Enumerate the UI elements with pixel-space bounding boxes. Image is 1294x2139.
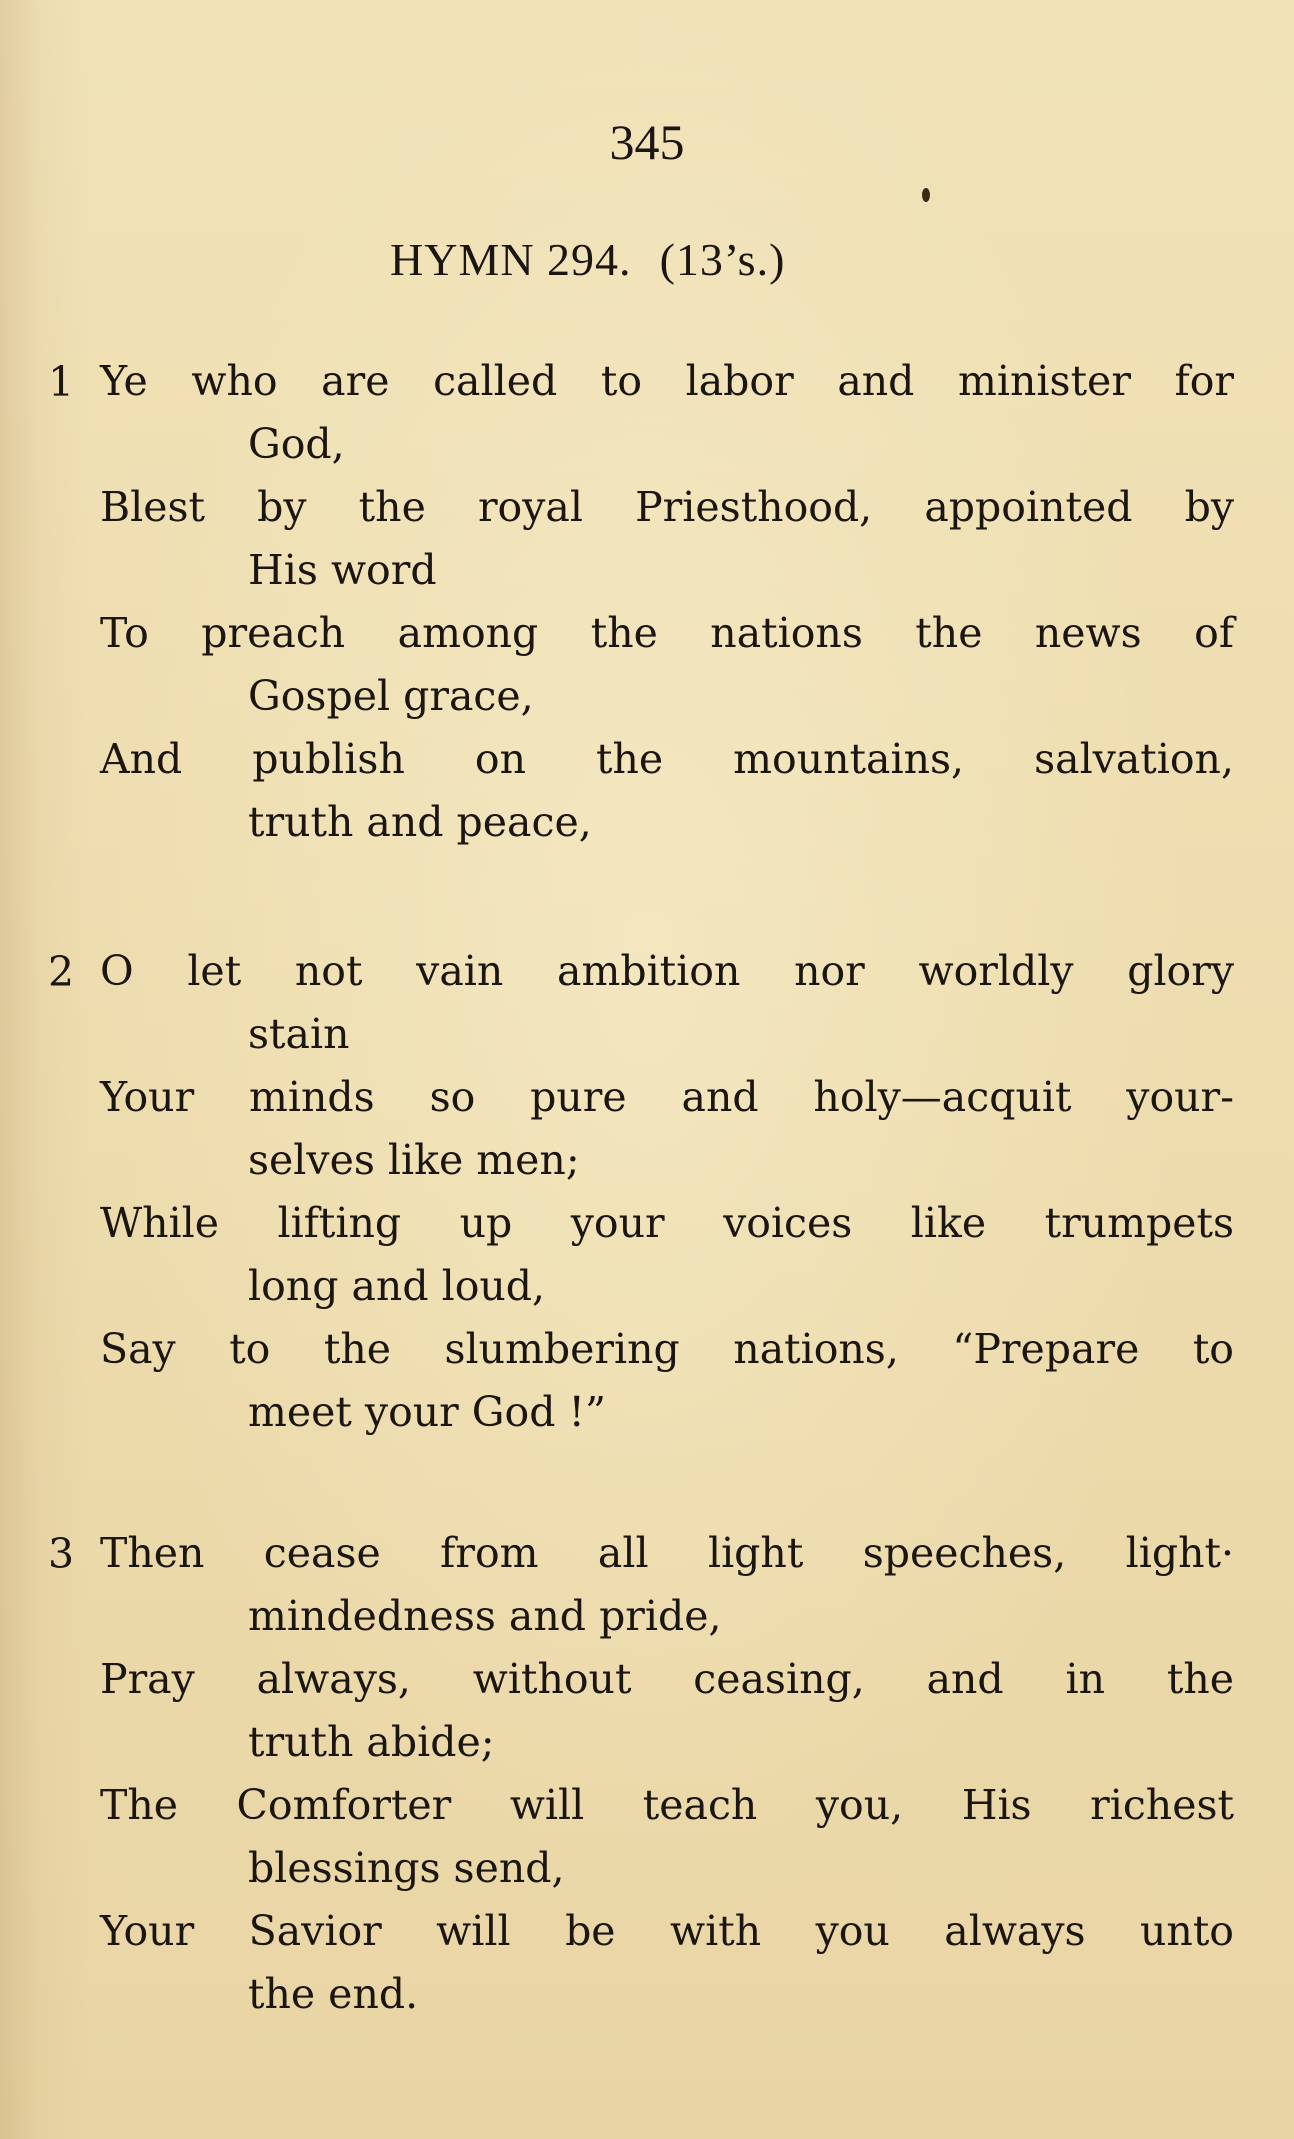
stanza <box>0 940 1294 1444</box>
verse-line-text: Your minds so pure and holy—acquit your- <box>100 1073 1234 1121</box>
verse-line-text: Then cease from all light speeches, light· <box>100 1529 1234 1577</box>
verse-line-text: Pray always, without ceasing, and in the <box>100 1655 1234 1703</box>
verse-line-text: The Comforter will teach you, His richest <box>100 1781 1234 1829</box>
verse-line-text: Ye who are called to labor and minister for <box>100 357 1234 405</box>
stanza <box>0 350 1294 854</box>
verse-line-continuation: stain <box>248 1010 350 1058</box>
hymn-meter: (13’s.) <box>659 234 786 285</box>
verse-line-continuation: God, <box>248 420 345 468</box>
hymn-title: HYMN 294. <box>390 234 632 285</box>
verse-line-continuation: blessings send, <box>248 1844 565 1892</box>
verse-line-text: Blest by the royal Priesthood, appointed by <box>100 483 1234 531</box>
verse-line-text: To preach among the nations the news of <box>100 609 1234 657</box>
verse-line <box>100 728 1234 854</box>
verse-line <box>100 476 1234 602</box>
verse-line-continuation: meet your God !” <box>248 1388 606 1436</box>
verse-line-continuation: long and loud, <box>248 1262 546 1310</box>
verse-line <box>100 1066 1234 1192</box>
verse-line <box>100 1192 1234 1318</box>
verse-number: 1 <box>48 358 75 406</box>
verse-line-continuation: truth and peace, <box>248 798 592 846</box>
verse-line-continuation: Gospel grace, <box>248 672 534 720</box>
verse-line-text: Say to the slumbering nations, “Prepare to <box>100 1325 1234 1373</box>
verse-line-text: While lifting up your voices like trumpets <box>100 1199 1234 1247</box>
verse-line <box>100 1900 1234 2026</box>
verse-line-text: O let not vain ambition nor worldly glory <box>100 947 1234 995</box>
verse-line-continuation: mindedness and pride, <box>248 1592 722 1640</box>
verse-line <box>100 602 1234 728</box>
verse-line-continuation: truth abide; <box>248 1718 495 1766</box>
verse-line-continuation: His word <box>248 546 437 594</box>
verse-line <box>100 350 1234 476</box>
verse-line <box>100 1648 1234 1774</box>
verse-line <box>100 940 1234 1066</box>
verse-line-continuation: the end. <box>248 1970 419 2018</box>
verse-line-text: And publish on the mountains, salvation, <box>100 735 1234 783</box>
verse-line-continuation: selves like men; <box>248 1136 580 1184</box>
verse-number: 2 <box>48 948 75 996</box>
verse-line <box>100 1774 1234 1900</box>
stanza <box>0 1522 1294 2026</box>
verse-line <box>100 1522 1234 1648</box>
page-number: 345 <box>609 114 685 170</box>
verse-number: 3 <box>48 1530 75 1578</box>
verse-line <box>100 1318 1234 1444</box>
verse-line-text: Your Savior will be with you always unto <box>100 1907 1234 1955</box>
